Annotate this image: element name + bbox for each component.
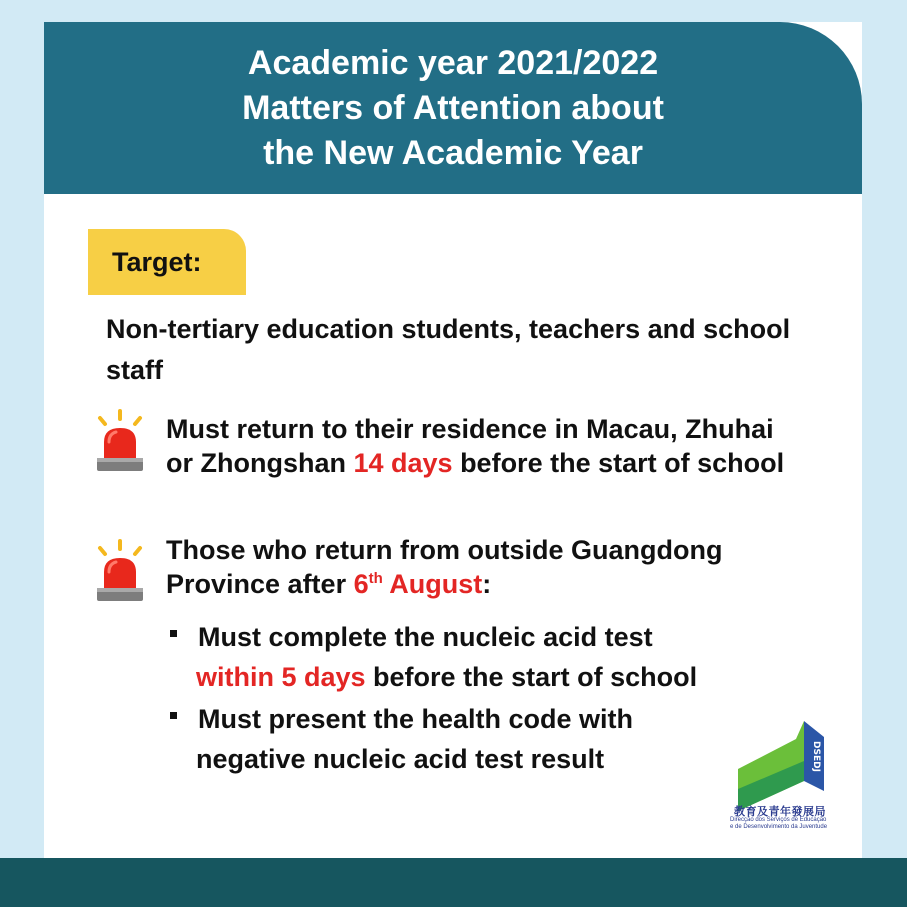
title-banner [44, 22, 862, 194]
target-label: Target: [112, 246, 202, 277]
bullet-square [170, 630, 177, 637]
highlight-5-days: within 5 days [196, 662, 366, 692]
item-outside-guangdong: Those who return from outside Guangdong Province after 6th August: [166, 535, 723, 599]
logo-name-pt: Direcção dos Serviços de Educação e de Desenvolvimento da Juventude [730, 817, 828, 830]
title-line-2: Matters of Attention about [242, 88, 664, 127]
siren-icon [94, 538, 146, 604]
bullet-nucleic-test: Must complete the nucleic acid test within 5 days before the start of school [170, 617, 790, 697]
footer-bar [0, 858, 907, 907]
highlight-14-days: 14 days [353, 448, 453, 478]
logo-badge: DSEDJ [811, 741, 821, 772]
bullet-square [170, 712, 177, 719]
title-line-3: the New Academic Year [263, 133, 643, 172]
siren-icon [94, 408, 146, 474]
highlight-date: 6th August [353, 569, 483, 599]
target-description: Non-tertiary education students, teachers and school staff [106, 314, 791, 385]
bullet-health-code: Must present the health code with negative nucleic acid test result [170, 699, 790, 779]
item-return-residence: Must return to their residence in Macau, Zhuhai or Zhongshan 14 days before the start of school [166, 414, 785, 478]
logo-name-cn: 教育及青年發展局 [734, 806, 826, 818]
title-line-1: Academic year 2021/2022 [247, 43, 659, 82]
target-tag [88, 229, 246, 295]
